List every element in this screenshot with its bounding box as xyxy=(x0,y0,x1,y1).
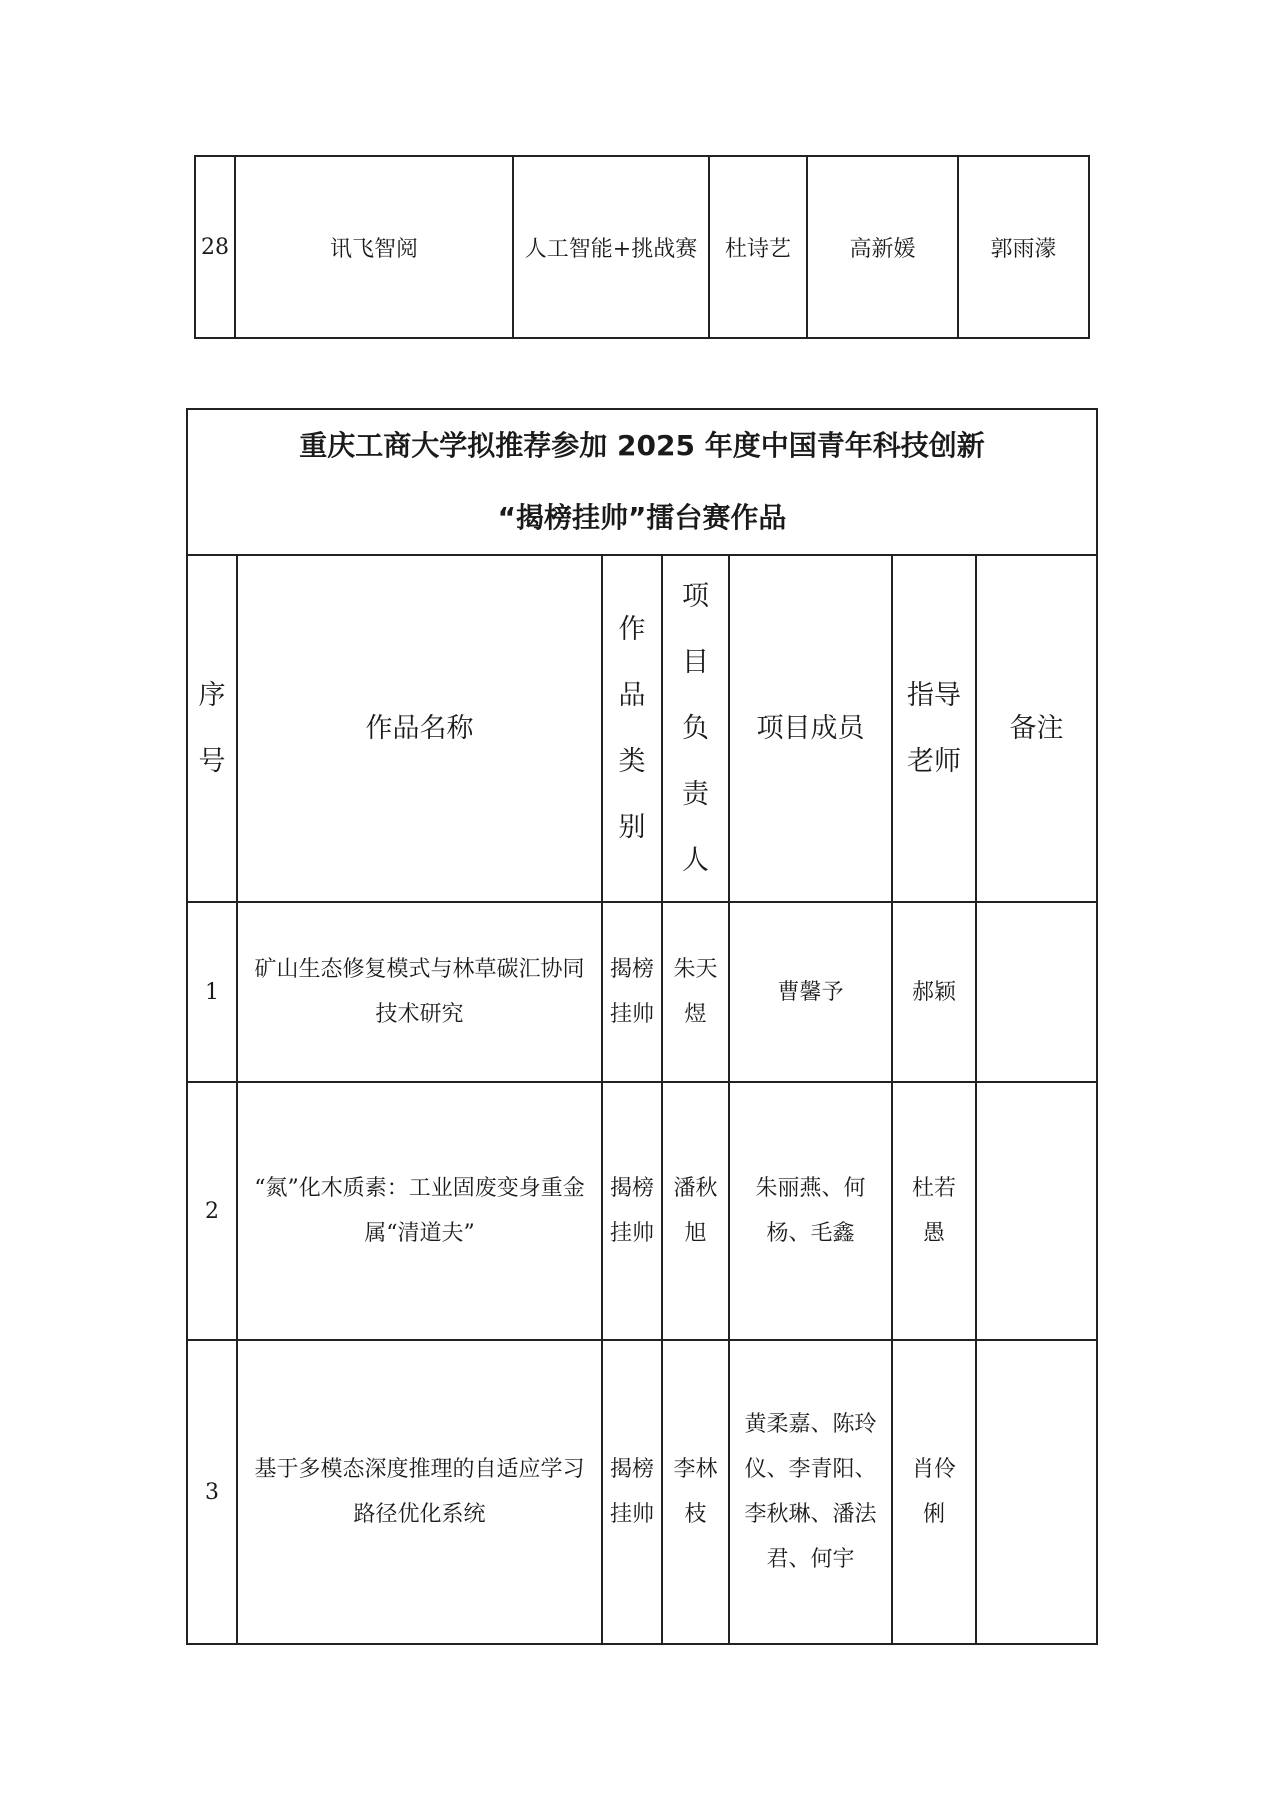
members-cell: 曹馨予 xyxy=(729,902,892,1082)
header-category: 作品类别 xyxy=(602,555,662,902)
notes-cell xyxy=(976,1340,1097,1644)
table-row xyxy=(187,1082,1097,1340)
table-row xyxy=(187,902,1097,1082)
header-index: 序号 xyxy=(187,555,237,902)
header-name: 作品名称 xyxy=(237,555,602,902)
name-cell: 基于多模态深度推理的自适应学习路径优化系统 xyxy=(237,1340,602,1644)
leader-cell: 李林枝 xyxy=(662,1340,729,1644)
index-cell: 3 xyxy=(187,1340,237,1644)
members-cell: 朱丽燕、何杨、毛鑫 xyxy=(729,1082,892,1340)
index-cell: 2 xyxy=(187,1082,237,1340)
name-cell: 讯飞智阅 xyxy=(235,156,513,338)
leader-cell: 潘秋旭 xyxy=(662,1082,729,1340)
advisor-cell: 肖伶俐 xyxy=(892,1340,976,1644)
header-row xyxy=(187,555,1097,902)
table-row xyxy=(195,156,1089,338)
header-advisor: 指导老师 xyxy=(892,555,976,902)
header-members: 项目成员 xyxy=(729,555,892,902)
header-leader: 项目负责人 xyxy=(662,555,729,902)
index-cell: 28 xyxy=(195,156,235,338)
recommendation-table xyxy=(186,408,1098,1645)
members-cell: 黄柔嘉、陈玲仪、李青阳、李秋琳、潘法君、何宇 xyxy=(729,1340,892,1644)
index-cell: 1 xyxy=(187,902,237,1082)
title-line-1: 重庆工商大学拟推荐参加 2025 年度中国青年科技创新 xyxy=(299,429,985,462)
name-cell: 矿山生态修复模式与林草碳汇协同技术研究 xyxy=(237,902,602,1082)
table-row xyxy=(187,1340,1097,1644)
category-cell: 揭榜挂帅 xyxy=(602,1082,662,1340)
category-cell: 揭榜挂帅 xyxy=(602,902,662,1082)
advisor-cell: 郝颖 xyxy=(892,902,976,1082)
members-cell: 高新媛 xyxy=(807,156,958,338)
advisor-cell: 郭雨濛 xyxy=(958,156,1089,338)
header-notes: 备注 xyxy=(976,555,1097,902)
table-title xyxy=(187,409,1097,555)
title-line-2: “揭榜挂帅”擂台赛作品 xyxy=(497,501,787,534)
leader-cell: 杜诗艺 xyxy=(709,156,807,338)
name-cell: “氮”化木质素：工业固废变身重金属“清道夫” xyxy=(237,1082,602,1340)
previous-page-table xyxy=(194,155,1090,339)
leader-cell: 朱天煜 xyxy=(662,902,729,1082)
category-cell: 揭榜挂帅 xyxy=(602,1340,662,1644)
advisor-cell: 杜若愚 xyxy=(892,1082,976,1340)
notes-cell xyxy=(976,1082,1097,1340)
category-cell: 人工智能+挑战赛 xyxy=(513,156,709,338)
notes-cell xyxy=(976,902,1097,1082)
